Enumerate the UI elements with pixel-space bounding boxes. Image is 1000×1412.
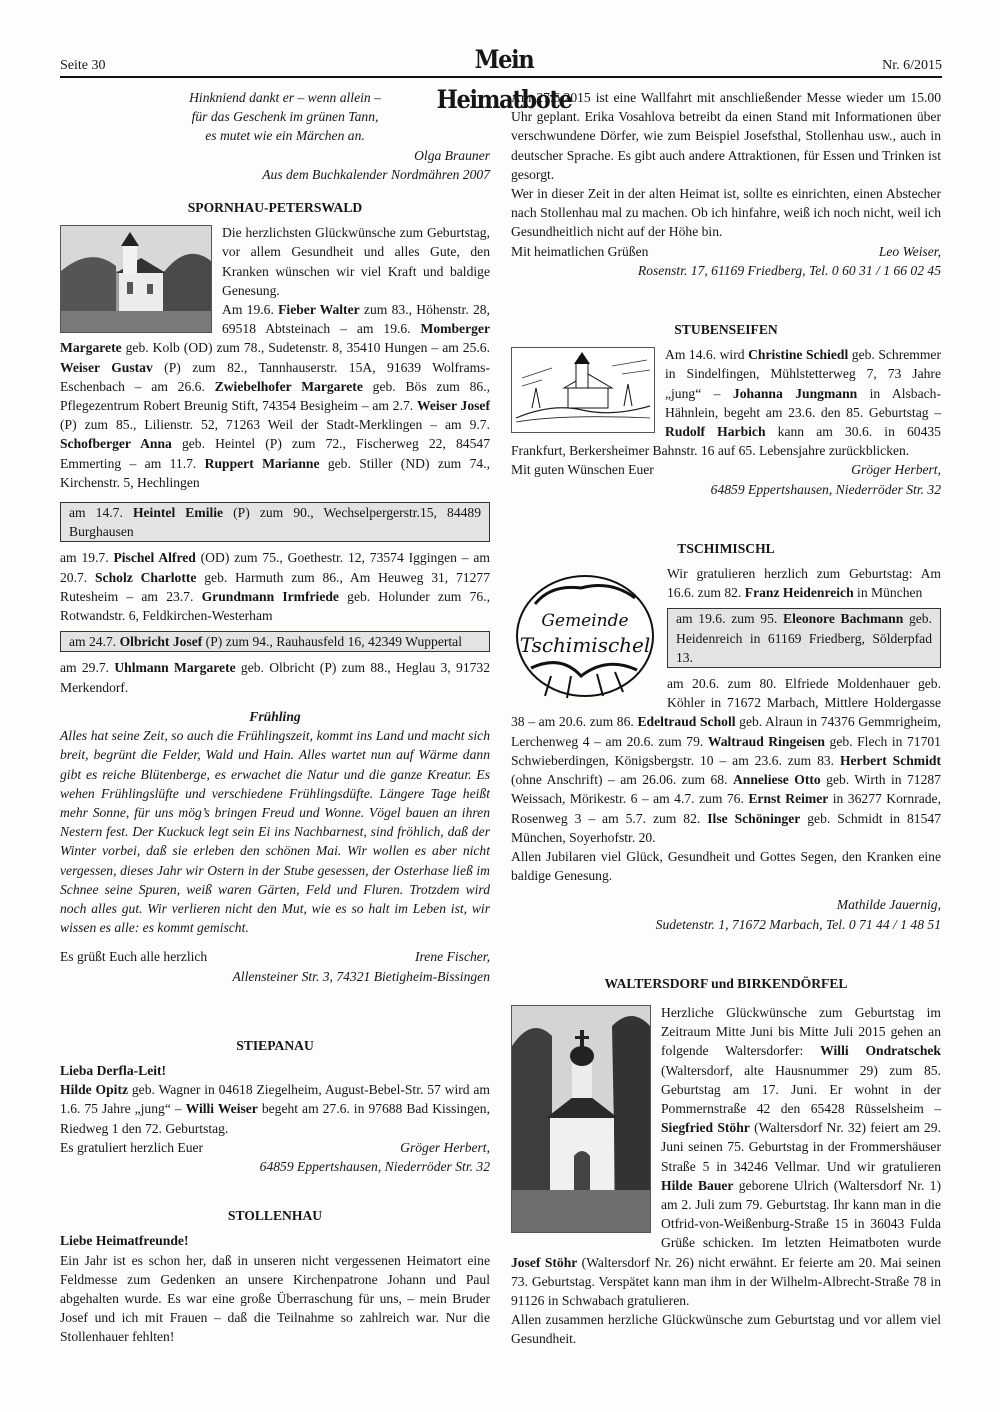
person-name: Siegfried Stöhr — [661, 1120, 750, 1136]
text-run: am 29.7. — [60, 660, 115, 676]
signature-fischer — [60, 947, 490, 966]
author-name: Gröger Herbert, — [400, 1139, 490, 1155]
text-run: geb. Wagner in 04618 Ziegelheim, August-Bebel-Str. 57 wird am 1.6. 75 Jahre „jung“ – — [60, 1082, 490, 1117]
text-run: Die herzlichsten Glückwünsche zum Geburtstag, vor allem Gesundheit und alles Gute, den Kranken wünschen wir viel Kraft und baldige Genesung. — [222, 225, 490, 298]
author-address: Rosenstr. 17, 61169 Friedberg, Tel. 0 60 31 / 1 66 02 45 — [637, 262, 941, 278]
tschimischl-wishes: Allen Jubilaren viel Glück, Gesundheit und Gottes Segen, den Kranken eine baldige Genesung. — [511, 848, 941, 884]
issue-number: Nr. 6/2015 — [882, 58, 942, 73]
text-run: geborene Ulrich (Waltersdorf Nr. 1) am 2. Juli zum 79. Geburtstag. Ihr kann man in die Otfrid-von-Weißenburg-Straße 15 in 36043 Fulda Grüße schicken. Im letzten Heimatboten wurde — [661, 1177, 941, 1251]
church-photo-spornhau — [60, 225, 212, 333]
signature-groeger — [60, 1138, 490, 1157]
greeting: Mit guten Wünschen Euer — [511, 462, 654, 478]
stollenhau-text-1: Ein Jahr ist es schon her, daß in unseren nicht vergessenen Heimatort eine Feldmesse zum Gedenken an unsere Kirchenpatrone Johann und Paul abgehalten wurde. Es war eine große Überraschung für uns, – mein Bruder Josef und ich mit Frauen – daß die Teilnahme so zahlreich war. Nur die Stollenhauer fehlten! — [60, 1252, 490, 1345]
stamp-text-bottom: Tschimischel — [519, 633, 651, 658]
author-name: Gröger Herbert, — [851, 462, 941, 478]
highlight-box-heintel — [60, 502, 490, 542]
section-title-tschimischl: TSCHIMISCHL — [677, 540, 775, 556]
section-title-stubenseifen: STUBENSEIFEN — [674, 322, 778, 338]
spornhau-section — [60, 223, 490, 697]
text-run: geb. Bös zum 86., Pflegezentrum Robert Breunig Stift, 74354 Besigheim – am 2.7. — [60, 378, 490, 414]
highlight-box-olbricht — [60, 631, 490, 652]
section-title-stollenhau: STOLLENHAU — [227, 1208, 323, 1224]
person-name: Edeltraud Scholl — [637, 714, 736, 730]
poem-title-fruehling: Frühling — [249, 708, 301, 724]
author-address: 64859 Eppertshausen, Niederröder Str. 32 — [710, 481, 941, 497]
spornhau-birthdays-3 — [60, 658, 490, 696]
person-name: Scholz Charlotte — [95, 569, 197, 585]
greeting: Es gratuliert herzlich Euer — [60, 1139, 204, 1155]
text-run: geb. Holunder zum 76., Rotwandstr. 6, Feldkirchen-Westerham — [60, 588, 490, 624]
text-run: Wir gratulieren herzlich zum Geburtstag: Am 16.6. zum 82. — [667, 566, 941, 601]
tschimischl-section — [511, 564, 941, 847]
stollenhau-text-3: Wer in dieser Zeit in der alten Heimat ist, sollte es einrichten, einen Abstecher nach Stollenhau mal zu machen. Ob ich hinfahre, weiß ich noch nicht, weil ich Gesundheitlich nicht auf der Höhe bin. — [511, 186, 941, 240]
stiepanau-birthdays — [60, 1080, 490, 1138]
person-name: Weiser Gustav — [60, 359, 153, 375]
author-name: Mathilde Jauernig, — [836, 897, 941, 913]
stamp-gemeinde-tschimischel — [511, 564, 659, 712]
text-run: geb. Heintel (P) zum 72., Fischerweg 22, 84547 Emmerting – am 11.7. — [60, 436, 490, 471]
spornhau-birthdays-2 — [60, 548, 490, 625]
signature-weiser — [511, 242, 941, 261]
page-number: Seite 30 — [60, 58, 106, 73]
stamp-text-top: Gemeinde — [541, 611, 629, 632]
person-name: Uhlmann Margarete — [114, 660, 236, 676]
left-column — [60, 88, 490, 1347]
text-run: geb. Heidenreich in 61169 Friedberg, Sölderpfad 13. — [676, 611, 932, 665]
text-run: am 19.6. zum 95. — [676, 611, 783, 627]
text-run: (Waltersdorf Nr. 32) feiert am 29. Juni seinen 75. Geburtstag in der Frommershäuser Straße 5 in 34246 Vellmar. Und wir gratulieren — [661, 1120, 941, 1174]
header-rule — [60, 76, 942, 78]
person-name: Christine Schiedl — [748, 347, 849, 363]
stollenhau-text-2: Am 27.6.2015 ist eine Wallfahrt mit anschließender Messe wieder um 15.00 Uhr geplant. Erika Vosahlova betreibt da einen Stand mit Informationen über verschwundene Dörfer, wie zum Beispiel Josefsthal, Stollenhau usw., auch in deutscher Sprache. Es gibt auch andere Attraktionen, für Essen und Trinken ist gesorgt. — [511, 90, 941, 182]
chapel-photo-waltersdorf — [511, 1005, 651, 1233]
person-name: Olbricht Josef — [119, 634, 203, 650]
person-name: Schofberger Anna — [60, 436, 172, 452]
section-title-waltersdorf: WALTERSDORF und BIRKENDÖRFEL — [604, 975, 848, 991]
text-run: in München — [853, 585, 923, 601]
person-name: Willi Weiser — [185, 1101, 258, 1117]
text-run: am 24.7. — [69, 634, 120, 650]
section-title-spornhau: SPORNHAU-PETERSWALD — [187, 200, 363, 216]
text-run: geb. Stiller (ND) zum 74., Kirchenstr. 5, Hechlingen — [60, 455, 490, 490]
salutation: Liebe Heimatfreunde! — [60, 1233, 189, 1249]
person-name: Rudolf Harbich — [665, 424, 766, 440]
person-name: Fieber Walter — [278, 302, 360, 318]
masthead-logo: Mein Heimatbote — [436, 45, 572, 114]
text-run: (ohne Anschrift) – am 26.06. zum 68. — [511, 772, 733, 788]
person-name: Franz Heidenreich — [744, 585, 854, 601]
person-name: Waltraud Ringeisen — [707, 733, 825, 749]
person-name: Ruppert Marianne — [204, 455, 320, 471]
person-name: Herbert Schmidt — [839, 752, 941, 768]
person-name: Weiser Josef — [416, 398, 490, 414]
poem-olga-brauner — [60, 88, 490, 184]
person-name: Ernst Reimer — [748, 791, 829, 807]
person-name: Hilde Opitz — [60, 1082, 129, 1098]
salutation: Lieba Derfla-Leit! — [60, 1062, 167, 1078]
text-run: geb. Schmidt in 81547 München, Soyerhofstr. 20. — [511, 810, 941, 845]
text-run: Am 14.6. wird — [665, 347, 749, 363]
text-run: (P) zum 90., Wechselpergerstr.15, 84489 Burghausen — [69, 505, 482, 540]
person-name: Willi Ondratschek — [820, 1043, 941, 1059]
text-run: kann am 30.6. in 60435 Frankfurt, Berkersheimer Bahnstr. 16 auf 65. Lebensjahre zurückblicken. — [511, 424, 941, 459]
waltersdorf-wishes: Allen zusammen herzliche Glückwünsche zum Geburtstag und vor allem viel Gesundheit. — [511, 1312, 941, 1347]
text-run: am 19.7. — [60, 550, 114, 566]
author-address: Sudetenstr. 1, 71672 Marbach, Tel. 0 71 44 / 1 48 51 — [655, 916, 941, 932]
person-name: Ilse Schöninger — [707, 810, 801, 826]
text-run: geb. Flech in 71701 Schwieberdingen, Königsbergstr. 10 – am 23.6. zum 83. — [511, 733, 941, 768]
person-name: Heintel Emilie — [132, 505, 224, 521]
text-run: am 14.7. — [69, 505, 133, 521]
author-name: Leo Weiser, — [878, 243, 941, 259]
waltersdorf-section — [511, 1003, 941, 1310]
poem-line: für das Geschenk im grünen Tann, — [191, 109, 379, 125]
text-run: (P) zum 82., Tannhauserstr. 15A, 91639 Wolframs-Eschenbach – am 26.6. — [60, 359, 490, 394]
text-run: geb. Wirth in 71287 Weissach, Mörikestr. 6 – am 4.7. zum 76. — [511, 772, 941, 807]
person-name: Pischel Alfred — [113, 550, 196, 566]
person-name: Josef Stöhr — [511, 1254, 578, 1270]
text-run: geb. Kolb (OD) zum 78., Sudetenstr. 8, 35410 Hungen – am 25.6. — [121, 340, 490, 356]
text-run: geb. Olbricht (P) zum 88., Heglau 3, 91732 Merkendorf. — [60, 660, 491, 695]
text-run: am 20.6. zum 80. Elfriede Moldenhauer geb. Köhler in 71672 Marbach, Mittlere Holdergasse 38 – am 20.6. zum 86. — [511, 676, 941, 730]
greeting: Es grüßt Euch alle herzlich — [60, 949, 208, 965]
author-name: Irene Fischer, — [415, 949, 490, 965]
stubenseifen-section — [511, 345, 941, 460]
text-run: in 36277 Kornrade, Rosenweg 3 – am 5.7. zum 82. — [511, 791, 941, 826]
person-name: Hilde Bauer — [661, 1177, 734, 1193]
section-title-stiepanau: STIEPANAU — [236, 1037, 314, 1053]
author-address: 64859 Eppertshausen, Niederröder Str. 32 — [259, 1158, 490, 1174]
church-drawing-stubenseifen — [511, 347, 655, 433]
person-name: Eleonore Bachmann — [783, 611, 904, 627]
text-run: (P) zum 94., Rauhausfeld 16, 42349 Wuppertal — [202, 634, 462, 650]
text-run: in Alsbach-Hähnlein, begeht am 23.6. den 85. Geburtstag – — [665, 385, 941, 420]
text-run: geb. Schremmer in Sindelfingen, Mühlstetterweg 7, 73 Jahre „jung“ – — [665, 347, 941, 401]
text-run: Am 19.6. — [222, 302, 279, 318]
poem-source: Aus dem Buchkalender Nordmähren 2007 — [262, 166, 490, 182]
person-name: Johanna Jungmann — [732, 385, 858, 401]
text-run: (Waltersdorf, alte Hausnummer 29) zum 85. Geburtstag am 17. Juni. Er wohnt in der Pommernstraße 42 den 65428 Rüsselsheim – — [661, 1062, 941, 1116]
right-column — [511, 88, 941, 1349]
text-run: begeht am 27.6. in 97688 Bad Kissingen, Riedweg 1 den 72. Geburtstag. — [60, 1101, 490, 1136]
text-run: (P) zum 85., Lilienstr. 52, 71263 Weil der Stadt-Merklingen – am 9.7. — [60, 417, 490, 433]
text-run: geb. Alraun in 74376 Gemmrigheim, Lerchenweg 4 – am 20.6. zum 79. — [511, 714, 941, 749]
text-run: Herzliche Glückwünsche zum Geburtstag im Zeitraum Mitte Juni bis Mitte Juli 2015 gehen an folgende Waltersdorfer: — [661, 1004, 941, 1059]
person-name: Grundmann Irmfriede — [201, 588, 339, 604]
highlight-box-bachmann — [667, 608, 941, 668]
text-run: zum 83., Höhenstr. 28, 69518 Abtsteinach – am 19.6. — [222, 302, 490, 337]
greeting: Mit heimatlichen Grüßen — [511, 243, 649, 259]
author-address: Allensteiner Str. 3, 74321 Bietigheim-Bissingen — [232, 968, 490, 984]
poem-line: es mutet wie ein Märchen an. — [205, 128, 365, 144]
signature-groeger-2 — [511, 460, 941, 479]
poem-fruehling-text: Alles hat seine Zeit, so auch die Frühlingszeit, kommt ins Land und macht sich breit, begrünt die Felder, Wald und Hain. Alles wartet nun auf Wärme dann gibt es reiche Blütenberge, es erwachet die Natur und die ganze Kreatur. Es wehen Frühlingslüfte und verschiedene Frühlingsdüfte. Längere Tage heißt mehr Sonne, für uns mög’s bringen Freud und Wonne. Vögel bauen an ihren Nestern fest. Der Kuckuck legt sein Ei ins Nachbarnest, sind fröhlich, daß der Winter vorbei, daß sie erleben den schönen Mai. Wir wollen es aber nicht vergessen, dieses Jahr wir Ostern in der Stube gesessen, der Osterhase ließ im Schnee seine Spuren, weiß waren Gärten, Feld und Fluren. Trotzdem wird noch alles gut. Wir verlieren nicht den Mut, wie es so halt im Leben ist, wir wissen es alle: es kommt gemischt. — [60, 728, 490, 936]
person-name: Anneliese Otto — [732, 772, 821, 788]
person-name: Zwiebelhofer Margarete — [214, 378, 363, 394]
poem-line: Hinkniend dankt er – wenn allein – — [189, 90, 381, 105]
poem-author: Olga Brauner — [414, 147, 490, 163]
text-run: (Waltersdorf Nr. 26) nicht erwähnt. Er feierte am 20. Mai seinen 73. Geburtstag. Verspätet kann man ihm in der Wilhelm-Albrecht-Straße 78 in 91126 in Schwabach gratulieren. — [511, 1254, 941, 1308]
person-name: Momberger Margarete — [60, 321, 490, 356]
text-run: geb. Harmuth zum 86., Am Heuweg 31, 71277 Rutesheim – am 23.7. — [60, 569, 490, 604]
text-run: (OD) zum 75., Goethestr. 12, 73574 Iggingen – am 20.7. — [60, 550, 490, 585]
